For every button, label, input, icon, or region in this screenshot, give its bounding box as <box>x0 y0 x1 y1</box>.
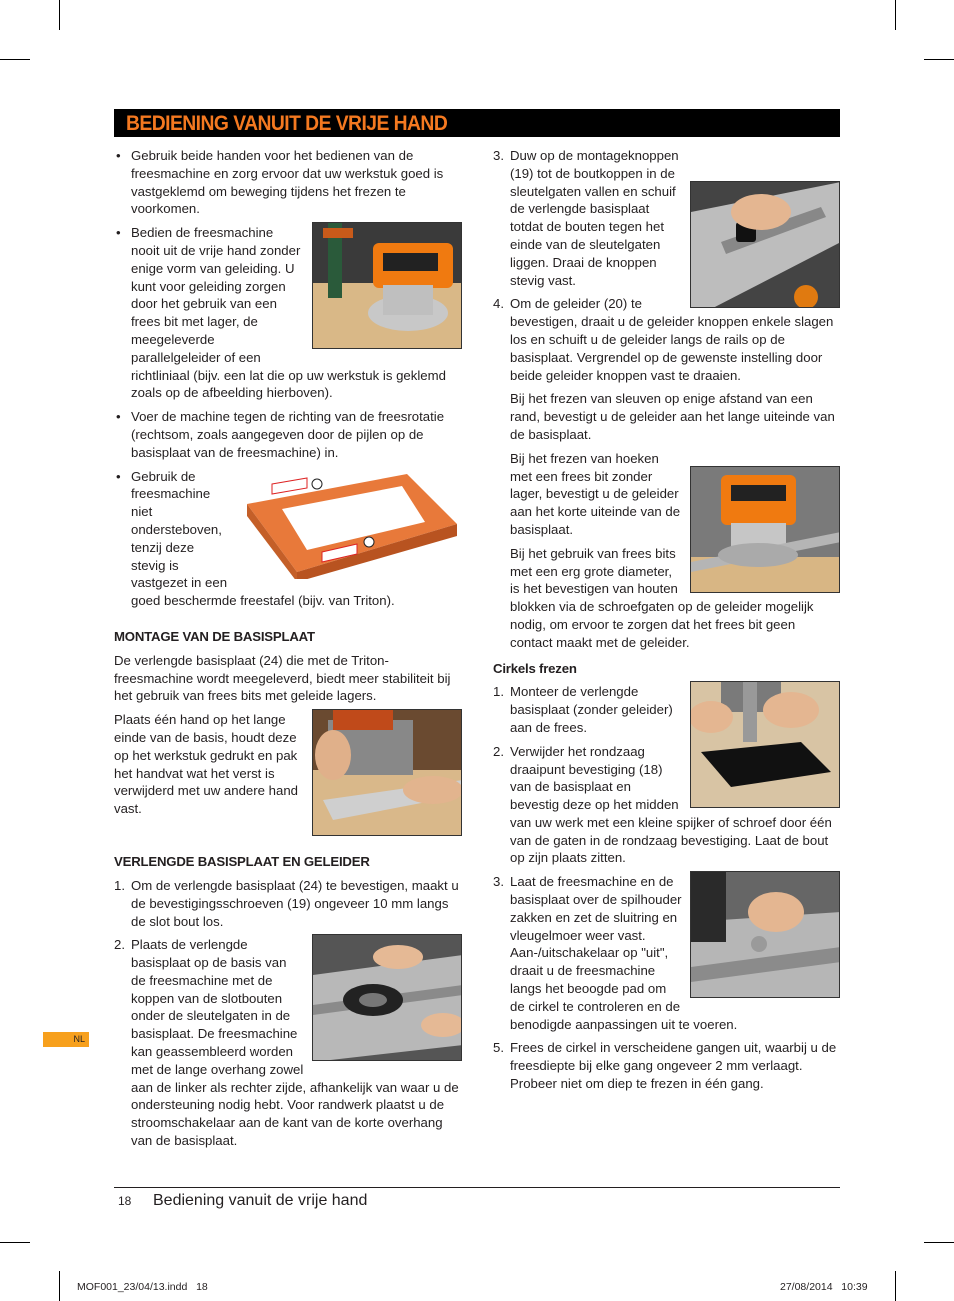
photo-base-plate-mounting <box>312 934 462 1061</box>
photo-hand-on-base <box>312 709 462 836</box>
section-heading: MONTAGE VAN DE BASISPLAAT <box>114 628 315 644</box>
paragraph: De verlengde basisplaat (24) die met de Triton-freesmachine wordt meegeleverd, biedt meer stabiliteit bij het gebruik van frees bits met geleide lagers. <box>114 652 451 704</box>
section-heading: Cirkels frezen <box>493 660 577 676</box>
numbered-step: 1. Om de verlengde basisplaat (24) te bevestigen, maakt u de bevestigingsschroeven (19) ongeveer 10 mm langs de slot bout los. <box>114 877 459 929</box>
paragraph: Bij het gebruik van frees bits met een erg grote diameter, is het bevestigen van houten blokken via de schroefgaten op de geleider mogelijk nodig, om ervoor te zorgen dat het frees bit geen contact maakt met de geleider. <box>510 545 814 650</box>
crop-mark <box>59 1271 60 1301</box>
page-number: 18 <box>118 1194 132 1208</box>
numbered-step: 5. Frees de cirkel in verscheidene gangen uit, waarbij u de freesdiepte bij elke gang ongeveer 2 mm verlaagt. Probeer niet om diep te frezen in één gang. <box>493 1040 837 1092</box>
footer-rule <box>114 1187 840 1188</box>
crop-mark <box>895 0 896 30</box>
crop-mark <box>59 0 60 30</box>
print-slug-date: 27/08/2014 10:39 <box>780 1281 868 1293</box>
photo-router-with-guide <box>690 466 840 593</box>
crop-mark <box>895 1271 896 1301</box>
crop-mark <box>924 59 954 60</box>
numbered-step: 4. Om de geleider (20) te bevestigen, draait u de geleider knoppen enkele slagen los en schuift u de geleider langs de rails op de basisplaat. Vergrendel op de gewenste instelling door beide geleider knoppen vast te draaien. <box>493 296 834 383</box>
photo-wing-nut <box>690 871 840 998</box>
footer-title: Bediening vanuit de vrije hand <box>153 1192 368 1209</box>
left-column <box>114 147 462 1156</box>
paragraph: Bij het frezen van hoeken met een frees bit zonder lager, bevestigt u de geleider aan het korte uiteinde van de basisplaat. <box>493 450 840 539</box>
print-slug-file: MOF001_23/04/13.indd 18 <box>77 1281 208 1293</box>
numbered-step: 3. Laat de freesmachine en de basisplaat over de spilhouder zakken en zet de sluitring en vleugelmoer weer vast. Aan-/uitschakelaar op "uit", draait u de freesmachine langs het beoogde pad om de cirkel te controleren en de benodigde aanpassingen uit te voeren. <box>493 873 840 1033</box>
numbered-step: 3. Duw op de montageknoppen (19) tot de boutkoppen in de sleutelgaten vallen en schuif de verlengde basisplaat totdat de bouten tegen het einde van de sleutelgaten liggen. Draai de knoppen stevig vast. <box>493 147 840 289</box>
photo-router-with-clamp <box>312 222 462 349</box>
numbered-step: 1. Monteer de verlengde basisplaat (zonder geleider) aan de frees. <box>493 683 840 736</box>
bullet-item: • Voer de machine tegen de richting van de freesrotatie (rechtsom, zoals aangegeven door de pijlen op de basisplaat van de freesmachine) in. <box>114 408 462 461</box>
page-title: BEDIENING VANUIT DE VRIJE HAND <box>126 112 448 135</box>
photo-mounting-knob <box>690 181 840 308</box>
bullet-item: • Gebruik beide handen voor het bedienen van de freesmachine en zorg ervoor dat uw werkstuk goed is vastgeklemd om beweging tijdens het frezen te voorkomen. <box>114 147 462 218</box>
crop-mark <box>0 1242 30 1243</box>
section-heading: VERLENGDE BASISPLAAT EN GELEIDER <box>114 854 370 870</box>
section-title-bar <box>114 109 840 137</box>
diagram-frame-feed-direction <box>237 464 462 579</box>
crop-mark <box>0 59 30 60</box>
bullet-item: • Bedien de freesmachine nooit uit de vrije hand zonder enige vorm van geleiding. U kunt voor geleiding zorgen door het gebruik van een frees bit met lager, de meegeleverde parallelgeleider of een richtliniaal (bijv. een lat die op uw werkstuk is geklemd zoals op de afbeelding hierboven). <box>114 224 462 402</box>
crop-mark <box>924 1242 954 1243</box>
numbered-step: 2. Verwijder het rondzaag draaipunt bevestiging (18) van de basisplaat en bevestig deze op het midden van uw werk met een kleine spijker of schroef door één van de gaten in de rondzaag bevestiging. Laat de bout op zijn plaats zitten. <box>493 743 832 866</box>
right-column <box>493 147 840 1099</box>
paragraph: Plaats één hand op het lange einde van de basis, houdt deze op het werkstuk gedrukt en pak het handvat wat het verst is verwijderd met uw andere hand vast. <box>114 711 462 839</box>
bullet-item: • Gebruik de freesmachine niet ondersteboven, tenzij deze stevig is vastgezet in een goed beschermde freestafel (bijv. van Triton). <box>114 468 462 610</box>
paragraph: Bij het frezen van sleuven op enige afstand van een rand, bevestigt u de geleider aan het lange uiteinde van de basisplaat. <box>510 391 835 442</box>
language-tab: NL <box>43 1032 89 1047</box>
numbered-step: 2. Plaats de verlengde basisplaat op de basis van de freesmachine met de koppen van de slotbouten onder de sleutelgaten in de basisplaat. De freesmachine kan geassembleerd worden met de lange overhang zowel aan de linker als rechter zijde, afhankelijk van waar u de ondersteuning nodig hebt. Voor randwerk plaatst u de stroomschakelaar aan de kant van de korte overhang van de basisplaat. <box>114 936 462 1150</box>
